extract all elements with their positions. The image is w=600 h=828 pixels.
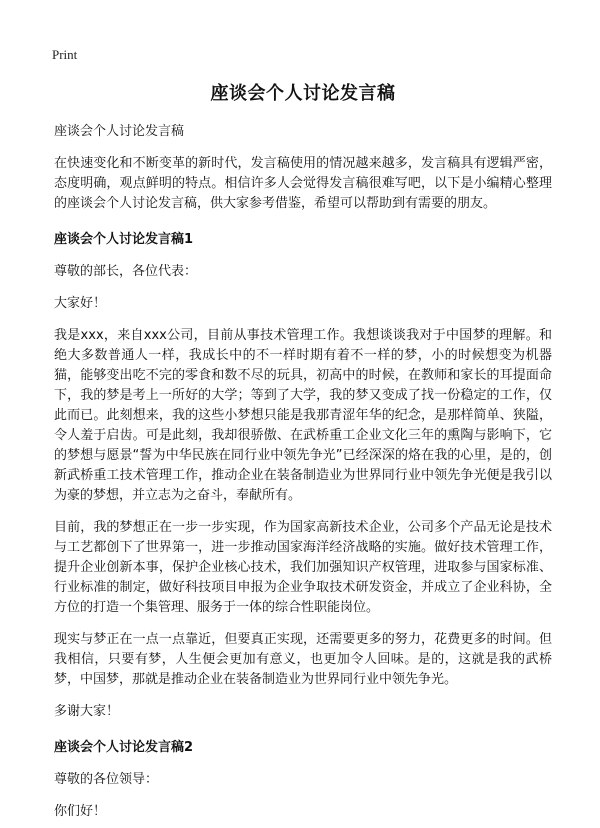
- section-1-heading: 座谈会个人讨论发言稿1: [54, 232, 194, 247]
- section-2-heading: 座谈会个人讨论发言稿2: [54, 740, 194, 755]
- section-2-greeting: 你们好！: [54, 804, 107, 819]
- document-subtitle: 座谈会个人讨论发言稿: [54, 124, 185, 139]
- section-1-salutation: 尊敬的部长，各位代表：: [54, 264, 198, 279]
- section-1-paragraph-1: 我是xxx，来自xxx公司，目前从事技术管理工作。我想谈谈我对于中国梦的理解。和绝大多数普通人一样，我成长中的不一样时期有着不一样的梦，小的时候想变为机器猫，能够变出吃不完的零食和数不尽的玩具，初高中的时候，在教师和家长的耳提面命下，我的梦是考上一所好的大学；等到了大学，我的梦又变成了找一份稳定的工作，仅此而已。此刻想来，我的这些小梦想只能是我那青涩年华的纪念，是那样简单、狭隘，令人羞于启齿。可是此刻，我却很骄傲、在武桥重工企业文化三年的熏陶与影响下，它的梦想与愿景“誓为中华民族在同行业中领先争光”已经深深的烙在我的心里，是的，创新武桥重工技术管理工作，推动企业在装备制造业为世界同行业中领先争光便是我引以为豪的梦想，并立志为之奋斗，奉献所有。: [54, 328, 552, 503]
- intro-paragraph: 在快速变化和不断变革的新时代，发言稿使用的情况越来越多，发言稿具有逻辑严密，态度明确，观点鲜明的特点。相信许多人会觉得发言稿很难写吧，以下是小编精心整理的座谈会个人讨论发言稿，供大家参考借鉴，希望可以帮助到有需要的朋友。: [54, 156, 552, 211]
- section-1-closing: 多谢大家！: [54, 704, 120, 719]
- print-link[interactable]: Print: [52, 47, 78, 62]
- section-1-greeting: 大家好！: [54, 296, 107, 311]
- section-1-paragraph-3: 现实与梦正在一点一点靠近，但要真正实现，还需要更多的努力，花费更多的时间。但我相信，只要有梦，人生便会更加有意义，也更加令人回味。是的，这就是我的武桥梦，中国梦，那就是推动企业在装备制造业为世界同行业中领先争光。: [54, 632, 552, 687]
- section-1-paragraph-2: 目前，我的梦想正在一步一步实现，作为国家高新技术企业，公司多个产品无论是技术与工艺都创下了世界第一，进一步推动国家海洋经济战略的实施。做好技术管理工作，提升企业创新本事，保护企业核心技术，我们加强知识产权管理，进取参与国家标准、行业标准的制定，做好科技项目申报为企业争取技术研发资金，并成立了企业科协，全方位的打造一个集管理、服务于一体的综合性职能岗位。: [54, 520, 552, 615]
- document-title: 座谈会个人讨论发言稿: [210, 83, 396, 104]
- document-page: [54, 82, 552, 822]
- section-2-salutation: 尊敬的各位领导：: [54, 772, 159, 787]
